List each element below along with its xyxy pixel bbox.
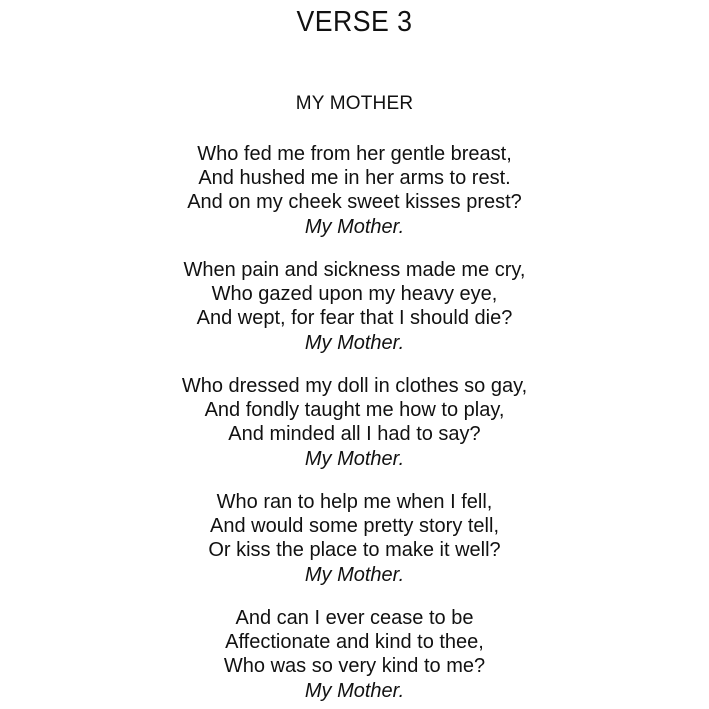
poem-line: Who fed me from her gentle breast, — [197, 143, 512, 165]
refrain-line: My Mother. — [304, 215, 405, 238]
poem-line: And hushed me in her arms to rest. — [198, 167, 511, 190]
poem-line: Who ran to help me when I fell, — [216, 491, 493, 513]
poem-line: And would some pretty story tell, — [209, 515, 499, 538]
verse-heading: VERSE 3 — [296, 6, 413, 38]
poem-line: When pain and sickness made me cry, — [183, 259, 526, 281]
poem-line: And fondly taught me how to play, — [204, 399, 505, 422]
poem-title: MY MOTHER — [295, 93, 414, 114]
poem-line: Who gazed upon my heavy eye, — [211, 283, 498, 306]
stanza — [0, 606, 709, 703]
poem-line: Who dressed my doll in clothes so gay, — [181, 375, 528, 397]
poem-line: And can I ever cease to be — [235, 607, 474, 629]
stanza — [0, 142, 709, 239]
refrain-line: My Mother. — [304, 679, 405, 702]
poem-line: And wept, for fear that I should die? — [196, 307, 513, 330]
poem-line: Or kiss the place to make it well? — [208, 539, 501, 562]
poem-line: Affectionate and kind to thee, — [225, 631, 484, 654]
poem-line: And minded all I had to say? — [228, 423, 481, 446]
stanza — [0, 374, 709, 471]
stanza — [0, 490, 709, 587]
refrain-line: My Mother. — [304, 447, 405, 470]
poem-line: Who was so very kind to me? — [223, 655, 486, 678]
stanza — [0, 258, 709, 355]
poem-line: And on my cheek sweet kisses prest? — [187, 191, 522, 214]
refrain-line: My Mother. — [304, 331, 405, 354]
refrain-line: My Mother. — [304, 563, 405, 586]
